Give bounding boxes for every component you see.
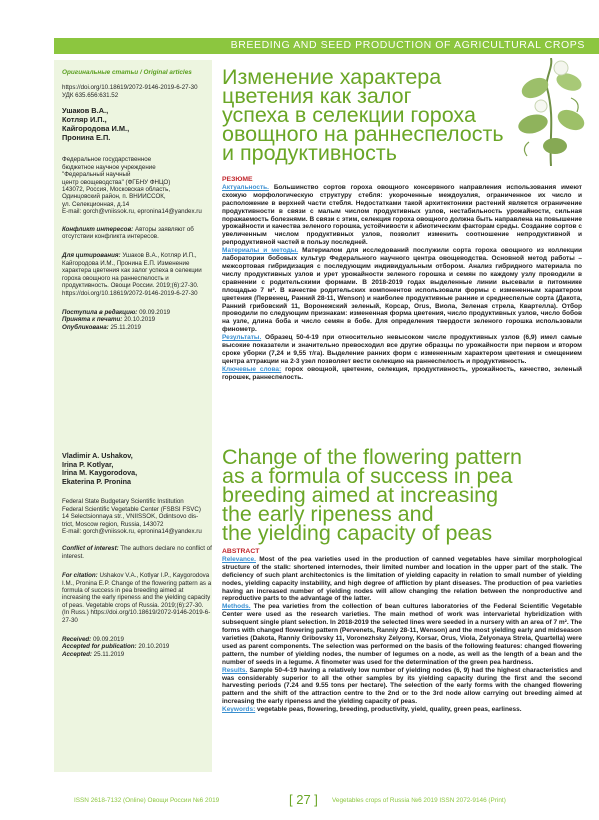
en-affiliation-line: Federal Scientific Vegetable Center (FSBSI FSVC): [62, 505, 201, 513]
en-title: [222, 445, 523, 545]
en-conflict-text: The authors declare no conflict of interest.: [62, 545, 212, 560]
en-affiliation: [62, 498, 212, 535]
pea-plant-photo: [511, 58, 591, 166]
en-received: 09.09.2019: [92, 636, 124, 644]
en-conflict: [62, 545, 212, 560]
en-abstract-heading: ABSTRACT: [222, 548, 260, 555]
en-dates: [62, 636, 212, 658]
ru-accepted: 20.10.2019: [124, 316, 156, 324]
ru-keywords-text: горох овощной, цветение, селекция, продуктивность, урожайность, качество, зеленый горошек, раннеспелость.: [222, 365, 583, 381]
ru-dates: [62, 309, 212, 331]
ru-abstract: [222, 176, 582, 382]
ru-affiliation-line: "Федеральный научный: [62, 171, 131, 179]
en-affiliation-line: Federal State Budgetary Scientific Institution: [62, 498, 184, 506]
en-title-line: the early ripeness and: [222, 502, 434, 526]
ru-title-line: успеха в селекции гороха: [222, 103, 476, 127]
ru-title-line: и продуктивность: [222, 141, 397, 165]
ru-doi[interactable]: https://doi.org/10.18619/2072-9146-2019-6-27-30: [62, 84, 198, 92]
ru-cite-text: Ушаков В.А., Котляр И.П., Кайгородова И.М., Пронина Е.П. Изменение характера цветения как залог успеха в селекции гороха овощного на раннеспелость и продуктивность. Овощи России. 2019;(6):27-30. https://doi.org/10.18619/2072-9146-2019-6-27-30: [62, 252, 202, 297]
ru-affiliation-line: бюджетное научное учреждение: [62, 163, 156, 171]
en-affiliation-line: 14 Selectsionnaya str., VNIISSOK, Odintsovo dis-: [62, 513, 199, 521]
rubric: Оригинальные статьи / Original articles: [62, 69, 192, 76]
en-keywords-text: vegetable peas, flowering, breeding, productivity, yield, quality, green peas, earliness.: [257, 706, 522, 714]
en-published-label: Accepted:: [62, 650, 92, 658]
en-methods-text: The pea varieties from the collection of bean cultures laboratories of the Federal Scientific Vegetable Center were used as the research varieties. The main method of work was intervarietal hybridization with subsequent single plant selection. In 2018-2019 the selected lines were seeded in a nursery with an area of 7 m². The forms with changed flowering pattern (Pervenets, Ranniy 28-11, Wenson) and the most yielding early and midseason varieties (Dakota, Ranniy Gribovsky 11, Voronezhsky Zelyony, Korsar, Orus, Viola, Zelyonaya Strela, Quartella) were used as parent components. The selection was performed on the basis of the following features: changed flowering pattern, the number of yielding nodes, the number of legumes on a node, as well as the length of a bean and the number of seeds in a legume. A finometer was used for the determination of the green pea hardness.: [222, 603, 582, 666]
ru-methods-text: Материалом для исследований послужили сорта гороха овощного из коллекции лаборатории бобовых культур Федерального научного центра овощеводства. Основной метод работы – межсортовая гибридизация с последующим индивидуальным отбором. Анализ гибридного материала по числу продуктивных узлов и урет урожайности зеленого горошка и семян по каждому узлу проводили в сравнении с родительскими формами. В 2018-2019 годах выделенные линии высевали в питомнике площадью 7 м². В качестве родительских компонентов использовали формы с измененным характером цветения (Первенец, Ранний 28-11, Wenson) и наиболее продуктивные ранние и среднеспелые сорта (Дакота, Ранний грибовский 11, Воронежский зеленый, Корсар, Orus, Виола, Зеленая стрела, Квартелла). Отбор проводили по следующим признакам: измененная форма цветения, число продуктивных узлов, число бобов на узле, длина боба и число семян в бобе. Для определения твердости зеленого горошка использовали финометр.: [222, 247, 582, 334]
en-citation: [62, 572, 212, 624]
en-authors: [62, 452, 212, 486]
ru-sidebar-top: [62, 69, 212, 331]
ru-affiliation-line: Одинцовский район, п. ВНИИССОК,: [62, 193, 166, 201]
ru-cite-label: Для цитирования:: [62, 252, 121, 260]
ru-relevance-label: Актуальность.: [222, 183, 269, 191]
ru-abstract-heading: РЕЗЮМЕ: [222, 176, 253, 183]
en-methods-label: Methods.: [222, 603, 251, 611]
en-cite-text: Ushakov V.A., Kotlyar I.P., Kaygorodova I.M., Pronina E.P. Change of the flowering pattern as a formula of success in pea breeding aimed at increasing the early ripeness and the yielding capacity of peas. Vegetable crops of Russia. 2019;(6):27-30. (In Russ.) https://doi.org/10.18619/2072-9146-2019-6-27-30: [62, 572, 212, 624]
ru-conflict: [62, 226, 212, 241]
ru-author: Ушаков В.А.,: [62, 106, 109, 116]
en-author: Irina M. Kaygorodova,: [62, 468, 138, 478]
en-author: Ekaterina P. Pronina: [62, 476, 131, 486]
ru-citation: [62, 252, 212, 296]
ru-relevance-text: Большинство сортов гороха овощного консервного направления использования имеют схожую морфологическую структуру стебля: укороченные междоузлия, ограниченное их число и расположение в верхней части стебля. Недостатками такой архитектоники растений является ограничение продуктивности в связи с малым числом продуктивных узлов, нестабильность урожайности, сильная поражаемость болезнями. В связи с этим, селекция гороха овощного должна быть направлена на повышение урожайности и качества зеленого горошка, устойчивости к абиотическим факторам среды. Создание сортов с увеличенным числом продуктивных узлов, позволит изменить соотношение непродуктивной и репродуктивной частей в пользу последней.: [222, 183, 582, 247]
ru-affiliation: [62, 156, 212, 215]
en-title-line: breeding aimed at increasing: [222, 483, 499, 507]
en-sidebar: [62, 452, 212, 658]
ru-udc: УДК 635.656:631.52: [62, 91, 119, 99]
page-number: [ 27 ]: [289, 792, 318, 807]
en-title-line: Change of the flowering pattern: [222, 445, 523, 469]
section-header-text: BREEDING AND SEED PRODUCTION OF AGRICULTURAL CROPS: [230, 39, 585, 51]
footer-issn-online: ISSN 2618-7132 (Online) Овощи России №6 2019: [74, 797, 220, 804]
en-accepted-label: Accepted for publication:: [62, 643, 137, 651]
footer-issn-print: Vegetables crops of Russia №6 2019 ISSN 2072-9146 (Print): [332, 797, 506, 804]
ru-results-label: Результаты.: [222, 334, 262, 342]
ru-conflict-text: Авторы заявляют об отсутствии конфликта интересов.: [62, 225, 194, 241]
ru-keywords-label: Ключевые слова:: [222, 365, 282, 373]
en-accepted: 20.10.2019: [138, 643, 170, 651]
en-conflict-label: Conflict of interest:: [62, 545, 119, 553]
ru-author: Котляр И.П.,: [62, 115, 107, 125]
ru-results-text: Образец 50-4-19 при относительно невысоком числе продуктивных узлов (6,9) имел самые высокие показатели и значительно превосходил все другие образцы по урожайности при первом и втором сроке уборки (7,24 и 9,55 т/га). Выделение ранних форм с измененным характером цветения и смещением центра аттракции на 2-3 узел позволяет вести селекцию на раннеспелость и продуктивность.: [222, 334, 582, 365]
en-published: 25.11.2019: [93, 650, 125, 658]
ru-title-line: цветения как залог: [222, 84, 412, 108]
en-relevance-label: Relevance.: [222, 555, 256, 563]
ru-accepted-label: Принята к печати:: [62, 316, 123, 324]
en-cite-label: For citation:: [62, 572, 98, 580]
ru-conflict-label: Конфликт интересов:: [62, 225, 134, 233]
ru-author: Пронина Е.П.: [62, 132, 111, 142]
en-title-line: the yielding capacity of peas: [222, 521, 493, 545]
ru-author: Кайгородова И.М.,: [62, 123, 130, 133]
ru-title: [222, 65, 504, 165]
en-author: Irina P. Kotlyar,: [62, 459, 114, 469]
ru-authors: [62, 107, 212, 142]
en-received-label: Received:: [62, 636, 92, 644]
en-author: Vladimir A. Ushakov,: [62, 451, 133, 460]
ru-received-label: Поступила в редакцию:: [62, 308, 138, 316]
ru-title-line: овощного на раннеспелость: [222, 122, 504, 146]
ru-published-label: Опубликована:: [62, 323, 109, 331]
en-abstract: [222, 548, 582, 714]
ru-methods-label: Материалы и методы.: [222, 247, 299, 255]
en-results-text: Sample 50-4-19 having a relatively low number of yielding nodes (6, 9) had the highest characteristics and was considerably superior to all the other samples by its yielding capacity during the first and the second harvesting periods (7.24 and 9.55 tons per hectare). The selection of the early forms with the changed flowering pattern and the shift of the attraction centre to the 2nd or to the 3rd node allow carrying out breeding aimed at increasing the early ripeness and the yielding capacity of peas.: [222, 666, 583, 706]
ru-affiliation-line: Федеральное государственное: [62, 156, 152, 164]
ru-affiliation-line: 143072, Россия, Московская область,: [62, 186, 171, 194]
ru-email[interactable]: E-mail: gorch@vniissok.ru, epronina14@yandex.ru: [62, 208, 202, 216]
en-email[interactable]: E-mail: gorch@vniissok.ru, epronina14@yandex.ru: [62, 528, 202, 535]
en-relevance-text: Most of the pea varieties used in the production of canned vegetables have similar morphological structure of the stalk: shortened internodes, their limited number and location in the upper part of the stalk. The deficiency of such plant architectonics is the limitation of yielding capacity in relation to small number of yielding nodes, yielding capacity instability, and high degree of affliction by plant diseases. The production of pea varieties having an increased number of yielding nodes will allow changing the relation between the nonproductive and reproductive parts to the advantage of the latter.: [222, 555, 583, 603]
ru-title-line: Изменение характера: [222, 65, 442, 89]
en-keywords-label: Keywords:: [222, 706, 256, 714]
en-title-line: as a formula of success in pea: [222, 464, 513, 488]
section-header-band: [54, 38, 599, 54]
ru-affiliation-line: ул. Селекционная, д.14: [62, 200, 130, 208]
ru-published: 25.11.2019: [110, 323, 141, 331]
en-affiliation-line: trict, Moscow region, Russia, 143072: [62, 520, 164, 528]
en-results-label: Results.: [222, 666, 248, 674]
ru-received: 09.09.2019: [139, 308, 171, 316]
ru-affiliation-line: центр овощеводства" (ФГБНУ ФНЦО): [62, 178, 171, 186]
